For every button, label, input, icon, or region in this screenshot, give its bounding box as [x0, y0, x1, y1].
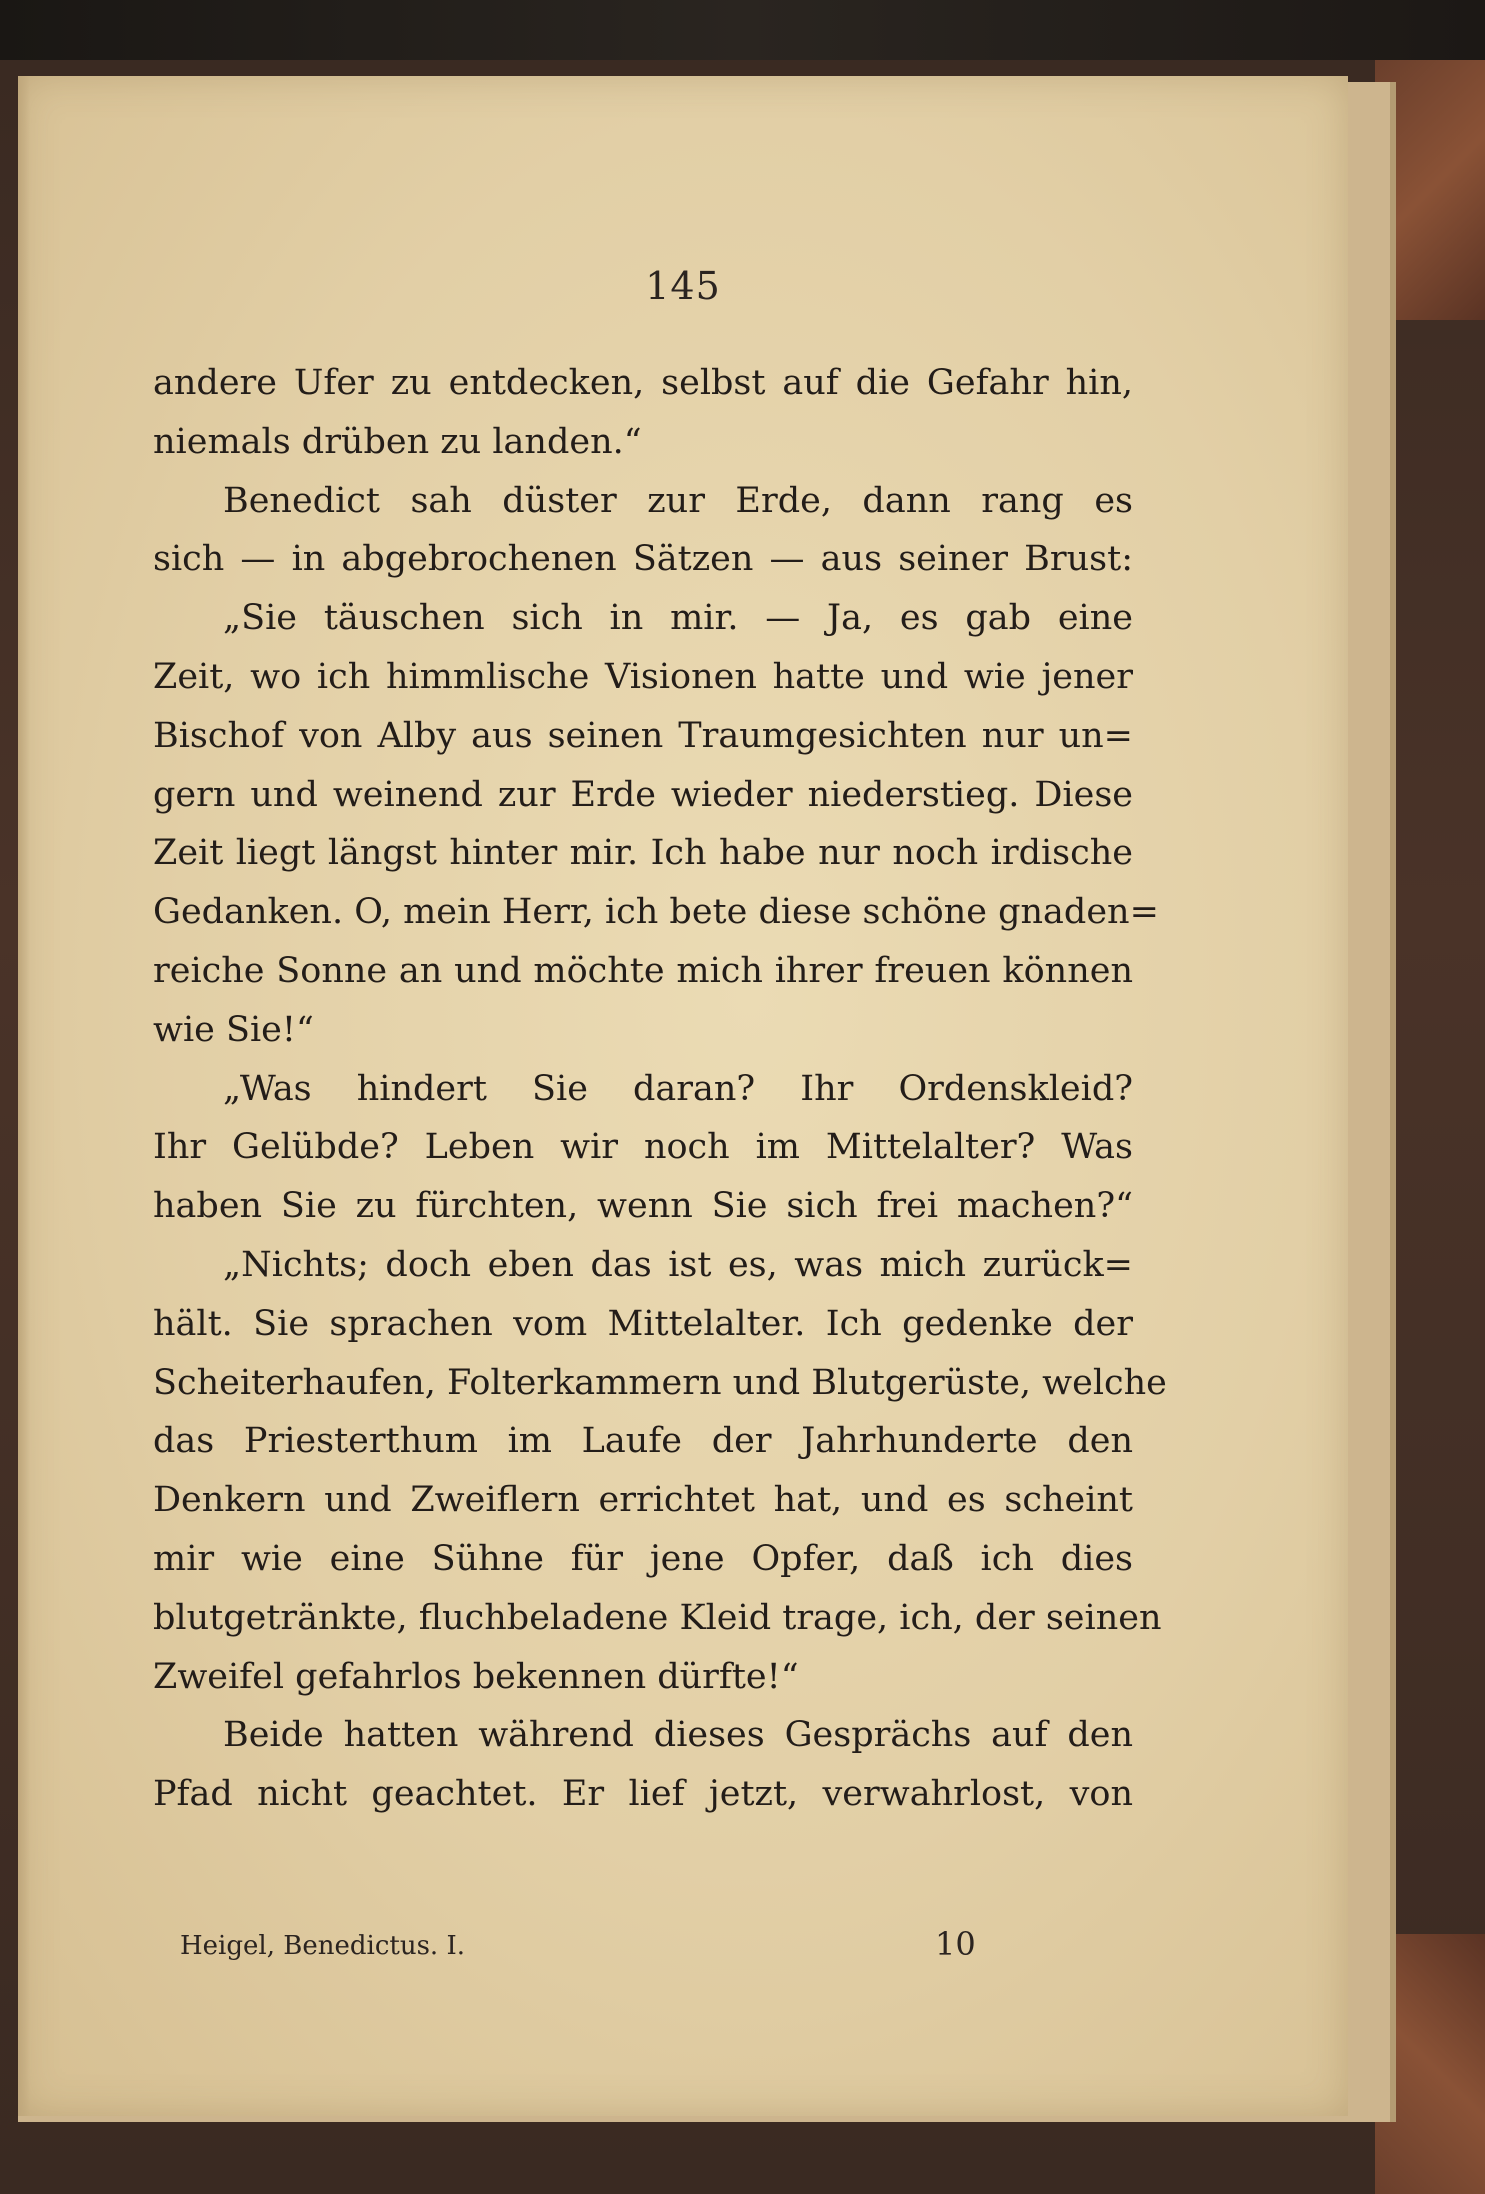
text-line: „Was hindert Sie daran? Ihr Ordenskleid? — [223, 1068, 1133, 1109]
text-line: Gedanken. O, mein Herr, ich bete diese schöne gnaden= — [153, 892, 1159, 933]
sheet-number: 10 — [935, 1925, 976, 1963]
text-line: „Nichts; doch eben das ist es, was mich zurück= — [223, 1244, 1133, 1285]
text-line: sich — in abgebrochenen Sätzen — aus seiner Brust: — [153, 539, 1133, 580]
text-line: Benedict sah düster zur Erde, dann rang es — [223, 480, 1133, 521]
text-line: blutgetränkte, fluchbeladene Kleid trage, ich, der seinen — [153, 1597, 1162, 1638]
text-line: mir wie eine Sühne für jene Opfer, daß ich dies — [153, 1538, 1133, 1579]
text-line: Beide hatten während dieses Gesprächs auf den — [223, 1715, 1133, 1756]
text-line: gern und weinend zur Erde wieder niederstieg. Diese — [153, 774, 1133, 815]
page-number: 145 — [645, 264, 721, 308]
text-line: niemals drüben zu landen.“ — [153, 421, 642, 462]
text-line: Denkern und Zweiflern errichtet hat, und es scheint — [153, 1480, 1133, 1521]
text-line: Ihr Gelübde? Leben wir noch im Mittelalter? Was — [153, 1127, 1133, 1168]
text-line: Bischof von Alby aus seinen Traumgesichten nur un= — [153, 715, 1133, 756]
page-gutter-shadow — [18, 76, 30, 2116]
text-line: Zeit liegt längst hinter mir. Ich habe nur noch irdische — [153, 833, 1133, 874]
text-line: Pfad nicht geachtet. Er lief jetzt, verwahrlost, von — [153, 1774, 1133, 1815]
text-line: reiche Sonne an und möchte mich ihrer freuen können — [153, 950, 1133, 991]
text-line: Zeit, wo ich himmlische Visionen hatte und wie jener — [153, 656, 1133, 697]
text-line: hält. Sie sprachen vom Mittelalter. Ich gedenke der — [153, 1303, 1133, 1344]
text-line: haben Sie zu fürchten, wenn Sie sich frei machen?“ — [153, 1186, 1133, 1227]
text-line: Zweifel gefahrlos bekennen dürfte!“ — [153, 1656, 799, 1697]
text-line: „Sie täuschen sich in mir. — Ja, es gab eine — [223, 598, 1133, 639]
book-page — [18, 76, 1348, 2116]
text-line: andere Ufer zu entdecken, selbst auf die Gefahr hin, — [153, 363, 1133, 403]
body-text — [153, 354, 1167, 1824]
text-line: Scheiterhaufen, Folterkammern und Blutgerüste, welche — [153, 1362, 1167, 1403]
text-line: wie Sie!“ — [153, 1009, 314, 1050]
printer-signature: Heigel, Benedictus. I. — [180, 1931, 465, 1961]
text-line: das Priesterthum im Laufe der Jahrhunderte den — [153, 1421, 1133, 1462]
